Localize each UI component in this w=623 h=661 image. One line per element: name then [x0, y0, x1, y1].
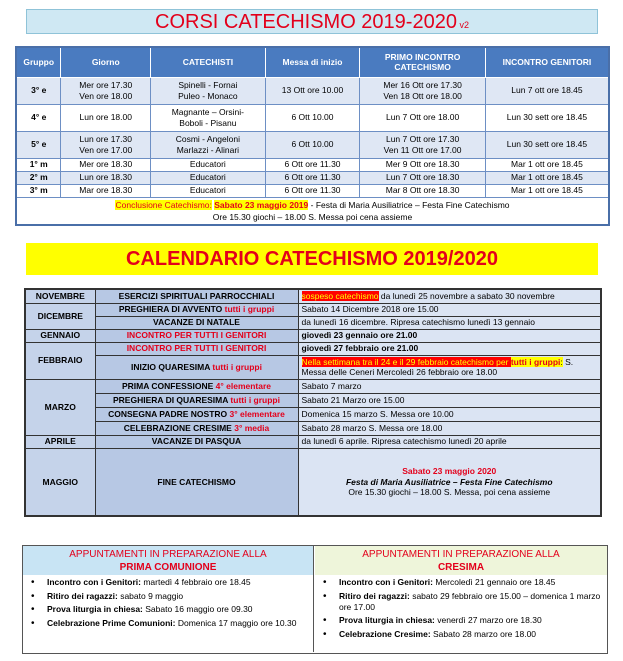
item-label: Ritiro dei ragazzi:: [339, 590, 410, 601]
event-text: PREGHIERA DI QUARESIMA: [112, 394, 231, 405]
conclusion-rest: - Festa di Maria Ausiliatrice – Festa Fine Catechismo: [308, 199, 510, 210]
event-vacanze-pasqua: VACANZE DI PASQUA: [95, 435, 298, 448]
table-row: [25, 407, 601, 421]
cell-genitori: Mar 1 ott ore 18.45: [485, 158, 609, 171]
item-label: Prova liturgia in chiesa:: [339, 615, 435, 625]
event-tag: tutti i gruppi: [224, 304, 275, 315]
event-inizio-quaresima: [95, 355, 298, 379]
cell-genitori: Lun 30 sett ore 18.45: [485, 131, 609, 158]
col-header-primo-incontro: PRIMO INCONTRO CATECHISMO: [360, 47, 486, 77]
event-text: INIZIO QUARESIMA: [131, 361, 213, 372]
item-text: Sabato 16 maggio ore 09.30: [142, 604, 253, 614]
col-header-gruppo: Gruppo: [16, 47, 61, 77]
item-text: Domenica 17 maggio ore 10.30: [175, 617, 297, 628]
event-esercizi: ESERCIZI SPIRITUALI PARROCCHIALI: [95, 289, 298, 303]
cell-messa: 6 Ott 10.00: [265, 104, 360, 131]
cell-gruppo: 2° m: [16, 171, 61, 184]
col-header-catechisti: CATECHISTI: [151, 47, 266, 77]
info-cresime: Sabato 28 marzo S. Messa ore 18.00: [298, 421, 601, 435]
list-item: [29, 604, 309, 615]
month-gennaio: GENNAIO: [25, 329, 95, 342]
event-tag: 3° elementare: [229, 408, 285, 419]
col-header-incontro-genitori: INCONTRO GENITORI: [485, 47, 609, 77]
info-quaresima: [298, 355, 601, 379]
courses-footer-row: [16, 197, 609, 225]
calendar-table: [24, 288, 602, 517]
list-item: [321, 591, 603, 613]
info-pasqua: da lunedì 6 aprile. Ripresa catechismo lunedì 20 aprile: [298, 435, 601, 448]
cell-primo: [360, 131, 486, 158]
item-label: Prova liturgia in chiesa:: [47, 604, 143, 614]
info-gennaio: giovedì 23 gennaio ore 21.00: [298, 329, 601, 342]
cell-primo: Lun 7 Ott ore 18.30: [360, 171, 486, 184]
table-row: [16, 104, 609, 131]
event-incontro-genitori-febbraio: INCONTRO PER TUTTI I GENITORI: [95, 342, 298, 355]
table-row: [25, 379, 601, 393]
table-row: [25, 448, 601, 516]
cell-line: Ven 11 Ott ore 17.00: [383, 144, 462, 155]
cell-catechisti: Educatori: [151, 158, 266, 171]
cell-genitori: Lun 30 sett ore 18.45: [485, 104, 609, 131]
table-row: [25, 435, 601, 448]
version-label: v2: [459, 20, 469, 30]
cell-catechisti: [151, 131, 266, 158]
highlight-settimana: Nella settimana tra il 24 e il 29 febbraio catechismo per: [301, 356, 511, 367]
table-row: [16, 77, 609, 104]
month-febbraio: FEBBRAIO: [25, 342, 95, 379]
table-row: [25, 355, 601, 379]
cell-line: Lun 7 Ott ore 17.30: [385, 133, 460, 144]
month-novembre: NOVEMBRE: [25, 289, 95, 303]
table-row: [16, 158, 609, 171]
month-dicembre: DICEMBRE: [25, 303, 95, 329]
cell-genitori: Mar 1 ott ore 18.45: [485, 171, 609, 184]
courses-table: [15, 46, 610, 226]
cell-line: Puleo - Monaco: [178, 90, 238, 101]
event-preghiera-avvento: [95, 303, 298, 316]
cresima-list: [315, 575, 607, 640]
table-row: [25, 289, 601, 303]
event-preghiera-quaresima: [95, 393, 298, 407]
info-natale: da lunedì 16 dicembre. Ripresa catechismo lunedì 13 gennaio: [298, 316, 601, 329]
item-text: Sabato 28 marzo ore 18.00: [430, 628, 537, 639]
event-tag: 4° elementare: [215, 380, 272, 391]
table-row: [16, 171, 609, 184]
cell-messa: 13 Ott ore 10.00: [265, 77, 360, 104]
cell-gruppo: 1° m: [16, 158, 61, 171]
cell-gruppo: 3° e: [16, 77, 61, 104]
month-marzo: MARZO: [25, 379, 95, 435]
cell-line: Mer ore 17.30: [79, 79, 133, 90]
prima-comunione-title: APPUNTAMENTI IN PREPARAZIONE ALLA: [69, 549, 267, 560]
cell-catechisti: Educatori: [151, 184, 266, 197]
month-aprile: APRILE: [25, 435, 95, 448]
info-avvento: Sabato 14 Dicembre 2018 ore 15.00: [298, 303, 601, 316]
cell-catechisti: Educatori: [151, 171, 266, 184]
event-text: PREGHIERA DI AVVENTO: [118, 304, 225, 315]
info-maggio-date: Sabato 23 maggio 2020: [402, 466, 497, 476]
table-row: [25, 393, 601, 407]
cell-primo: [360, 77, 486, 104]
prima-comunione-list: [23, 575, 313, 629]
item-text: martedì 4 febbraio ore 18.45: [140, 577, 251, 587]
info-maggio-orari: Ore 15.30 giochi – 18.00 S. Messa, poi cena assieme: [348, 487, 551, 497]
info-preghiera-quaresima: Sabato 21 Marzo ore 15.00: [298, 393, 601, 407]
cell-line: Mer 16 Ott ore 17.30: [383, 79, 462, 90]
list-item: [321, 615, 603, 626]
info-padre-nostro: Domenica 15 marzo S. Messa ore 10.00: [298, 407, 601, 421]
cell-giorno: Lun ore 18.00: [61, 104, 151, 131]
courses-header-row: [16, 47, 609, 77]
cell-primo: Mar 8 Ott ore 18.30: [360, 184, 486, 197]
cell-genitori: Mar 1 ott ore 18.45: [485, 184, 609, 197]
list-item: [321, 577, 603, 588]
cell-line: Magnante – Orsini-: [171, 106, 245, 117]
prima-comunione-subtitle: PRIMA COMUNIONE: [119, 562, 217, 573]
cresima-subtitle: CRESIMA: [437, 562, 485, 573]
event-text: CONSEGNA PADRE NOSTRO: [108, 408, 230, 419]
cell-messa: 6 Ott ore 11.30: [265, 158, 360, 171]
cresima-header: [315, 546, 607, 575]
cell-line: Ven ore 18.00: [79, 90, 133, 101]
cell-catechisti: [151, 104, 266, 131]
prima-comunione-header: [23, 546, 313, 575]
cell-primo: Lun 7 Ott ore 18.00: [360, 104, 486, 131]
cell-line: Spinelli - Fornai: [178, 79, 238, 90]
item-label: Incontro con i Genitori:: [47, 577, 141, 587]
cell-messa: 6 Ott 10.00: [265, 131, 360, 158]
event-cresime: [95, 421, 298, 435]
highlight-sospeso: sospeso catechismo: [301, 291, 379, 301]
list-item: [29, 591, 309, 602]
event-tag: 3° media: [234, 422, 270, 433]
cell-gruppo: 3° m: [16, 184, 61, 197]
info-confessione: Sabato 7 marzo: [298, 379, 601, 393]
conclusion-note: [16, 197, 609, 225]
col-header-giorno: Giorno: [61, 47, 151, 77]
cell-gruppo: 5° e: [16, 131, 61, 158]
item-label: Incontro con i Genitori:: [339, 577, 433, 587]
cell-line: Boboli - Pisanu: [179, 117, 237, 128]
item-label: Celebrazione Cresime:: [339, 628, 431, 639]
item-text: Mercoledì 21 gennaio ore 18.45: [432, 577, 556, 587]
conclusion-date: Sabato 23 maggio 2019: [214, 199, 309, 210]
cell-line: Ven 18 Ott ore 18.00: [383, 90, 462, 101]
info-maggio: [298, 448, 601, 516]
item-label: Celebrazione Prime Comunioni:: [47, 617, 176, 628]
list-item: [29, 618, 309, 629]
cell-line: Ven ore 17.00: [79, 144, 133, 155]
cell-genitori: Lun 7 ott ore 18.45: [485, 77, 609, 104]
cell-messa: 6 Ott ore 11.30: [265, 171, 360, 184]
cell-line: Marlazzi - Alinari: [176, 144, 240, 155]
highlight-tutti: tutti i gruppi: [510, 356, 561, 367]
list-item: [321, 629, 603, 640]
cell-messa: 6 Ott ore 11.30: [265, 184, 360, 197]
page-title-box: [26, 9, 598, 34]
table-row: [25, 421, 601, 435]
info-febbraio-genitori: giovedì 27 febbraio ore 21.00: [298, 342, 601, 355]
info-maggio-festa: Festa di Maria Ausiliatrice – Festa Fine Catechismo: [345, 476, 553, 487]
cell-giorno: [61, 77, 151, 104]
cell-gruppo: 4° e: [16, 104, 61, 131]
page-title: CORSI CATECHISMO 2019-2020: [155, 11, 457, 33]
event-incontro-genitori-gennaio: INCONTRO PER TUTTI I GENITORI: [95, 329, 298, 342]
cell-catechisti: [151, 77, 266, 104]
cresima-box: [315, 546, 607, 652]
conclusion-line-2: Ore 15.30 giochi – 18.00 S. Messa poi cena assieme: [212, 211, 413, 222]
info-novembre: [298, 289, 601, 303]
list-item: [29, 577, 309, 588]
cell-line: Cosmi - Angeloni: [175, 133, 240, 144]
item-text: venerdì 27 marzo ore 18.30: [434, 615, 542, 625]
item-text: sabato 9 maggio: [117, 590, 184, 601]
event-text: PRIMA CONFESSIONE: [121, 380, 216, 391]
event-fine-catechismo: FINE CATECHISMO: [95, 448, 298, 516]
info-text: da lunedì 25 novembre a sabato 30 novembre: [378, 291, 555, 301]
month-maggio: MAGGIO: [25, 448, 95, 516]
conclusion-label: Conclusione Catechismo:: [115, 199, 212, 210]
table-row: [25, 342, 601, 355]
calendar-title: CALENDARIO CATECHISMO 2019/2020: [26, 243, 598, 275]
cell-giorno: Lun ore 18.30: [61, 171, 151, 184]
prima-comunione-box: [23, 546, 314, 652]
item-text: sabato 29 febbraio ore 15.00 – domenica 1 marzo ore 17.00: [339, 590, 601, 612]
item-label: Ritiro dei ragazzi:: [47, 590, 118, 601]
appointments-section: [22, 545, 608, 654]
event-prima-confessione: [95, 379, 298, 393]
table-row: [16, 184, 609, 197]
cell-giorno: Mer ore 18.30: [61, 158, 151, 171]
cresima-title: APPUNTAMENTI IN PREPARAZIONE ALLA: [362, 549, 560, 560]
table-row: [16, 131, 609, 158]
event-tag: tutti i gruppi: [212, 361, 262, 372]
col-header-messa: Messa di inizio: [265, 47, 360, 77]
cell-line: Lun ore 17.30: [79, 133, 132, 144]
table-row: [25, 303, 601, 316]
event-padre-nostro: [95, 407, 298, 421]
event-tag: tutti i gruppi: [230, 394, 280, 405]
event-vacanze-natale: VACANZE DI NATALE: [95, 316, 298, 329]
highlight-colon: :: [560, 356, 563, 367]
info-text: S. Messa delle Ceneri Mercoledì 26 febbraio ore 18.00: [301, 356, 574, 377]
cell-primo: Mer 9 Ott ore 18.30: [360, 158, 486, 171]
cell-giorno: [61, 131, 151, 158]
cell-giorno: Mar ore 18.30: [61, 184, 151, 197]
table-row: [25, 316, 601, 329]
conclusion-line-1: [18, 199, 607, 211]
event-text: CELEBRAZIONE CRESIME: [123, 422, 235, 433]
table-row: [25, 329, 601, 342]
